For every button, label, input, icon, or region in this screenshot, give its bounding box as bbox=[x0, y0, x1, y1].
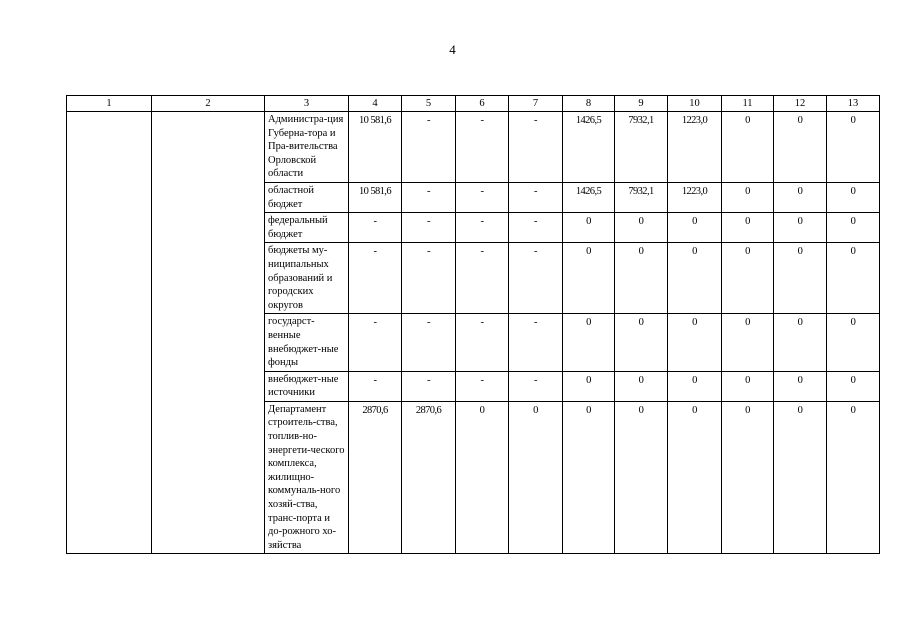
value-cell: 0 bbox=[668, 243, 722, 314]
column-header: 12 bbox=[774, 96, 827, 112]
value-cell: 0 bbox=[563, 213, 615, 243]
table-row bbox=[67, 401, 880, 554]
value-cell: - bbox=[402, 213, 456, 243]
table-row bbox=[67, 314, 880, 371]
value-cell: 0 bbox=[722, 213, 774, 243]
value-cell: 0 bbox=[668, 371, 722, 401]
value-cell: - bbox=[349, 371, 402, 401]
value-cell: 0 bbox=[668, 213, 722, 243]
value-cell: - bbox=[456, 112, 509, 183]
value-cell: 0 bbox=[722, 182, 774, 212]
value-cell: - bbox=[509, 182, 563, 212]
empty-cell bbox=[67, 371, 152, 401]
value-cell: 0 bbox=[827, 213, 880, 243]
value-cell: - bbox=[349, 213, 402, 243]
value-cell: - bbox=[456, 314, 509, 371]
value-cell: - bbox=[402, 112, 456, 183]
value-cell: 0 bbox=[827, 243, 880, 314]
value-cell: 0 bbox=[722, 112, 774, 183]
value-cell: 0 bbox=[615, 213, 668, 243]
value-cell: 1426,5 bbox=[563, 112, 615, 183]
value-cell: 0 bbox=[722, 371, 774, 401]
page-number: 4 bbox=[449, 42, 456, 57]
empty-cell bbox=[67, 243, 152, 314]
value-cell: 0 bbox=[509, 401, 563, 554]
value-cell: 0 bbox=[774, 401, 827, 554]
value-cell: 0 bbox=[827, 112, 880, 183]
value-cell: 1223,0 bbox=[668, 112, 722, 183]
row-label: Департамент строитель-ства, топлив-но-энергети-ческого комплекса, жилищно-коммуналь-ного хозяй-ства, транс-порта и до-рожного хо-зяйства bbox=[265, 401, 349, 554]
value-cell: 0 bbox=[563, 371, 615, 401]
value-cell: 1426,5 bbox=[563, 182, 615, 212]
table-row bbox=[67, 371, 880, 401]
empty-cell bbox=[152, 112, 265, 183]
column-header: 5 bbox=[402, 96, 456, 112]
value-cell: 7932,1 bbox=[615, 112, 668, 183]
empty-cell bbox=[67, 213, 152, 243]
value-cell: 0 bbox=[722, 401, 774, 554]
value-cell: 0 bbox=[615, 314, 668, 371]
value-cell: 0 bbox=[615, 401, 668, 554]
table-row bbox=[67, 243, 880, 314]
value-cell: 10 581,6 bbox=[349, 112, 402, 183]
value-cell: - bbox=[456, 213, 509, 243]
table-row bbox=[67, 182, 880, 212]
empty-cell bbox=[67, 182, 152, 212]
value-cell: 0 bbox=[668, 401, 722, 554]
column-header: 9 bbox=[615, 96, 668, 112]
column-header: 2 bbox=[152, 96, 265, 112]
value-cell: - bbox=[402, 371, 456, 401]
empty-cell bbox=[152, 182, 265, 212]
value-cell: 7932,1 bbox=[615, 182, 668, 212]
value-cell: - bbox=[509, 371, 563, 401]
value-cell: 0 bbox=[774, 213, 827, 243]
value-cell: - bbox=[402, 314, 456, 371]
row-label: внебюджет-ные источники bbox=[265, 371, 349, 401]
value-cell: - bbox=[349, 314, 402, 371]
empty-cell bbox=[67, 112, 152, 183]
value-cell: 0 bbox=[563, 401, 615, 554]
empty-cell bbox=[152, 213, 265, 243]
column-header: 11 bbox=[722, 96, 774, 112]
column-header: 1 bbox=[67, 96, 152, 112]
value-cell: 0 bbox=[615, 371, 668, 401]
row-label: областной бюджет bbox=[265, 182, 349, 212]
value-cell: 0 bbox=[563, 314, 615, 371]
value-cell: 10 581,6 bbox=[349, 182, 402, 212]
value-cell: 0 bbox=[774, 371, 827, 401]
empty-cell bbox=[67, 401, 152, 554]
value-cell: - bbox=[456, 371, 509, 401]
value-cell: 2870,6 bbox=[349, 401, 402, 554]
table-row bbox=[67, 213, 880, 243]
value-cell: 0 bbox=[774, 314, 827, 371]
empty-cell bbox=[152, 243, 265, 314]
empty-cell bbox=[152, 401, 265, 554]
value-cell: - bbox=[349, 243, 402, 314]
row-label: Администра-ция Губерна-тора и Пра-вительства Орловской области bbox=[265, 112, 349, 183]
value-cell: 0 bbox=[827, 182, 880, 212]
value-cell: - bbox=[456, 182, 509, 212]
value-cell: - bbox=[509, 243, 563, 314]
value-cell: 0 bbox=[827, 371, 880, 401]
value-cell: 0 bbox=[563, 243, 615, 314]
value-cell: 0 bbox=[774, 243, 827, 314]
empty-cell bbox=[152, 371, 265, 401]
column-header: 4 bbox=[349, 96, 402, 112]
value-cell: 0 bbox=[774, 182, 827, 212]
value-cell: 0 bbox=[774, 112, 827, 183]
value-cell: 0 bbox=[668, 314, 722, 371]
value-cell: - bbox=[402, 182, 456, 212]
budget-table bbox=[66, 95, 880, 554]
row-label: государст-венные внебюджет-ные фонды bbox=[265, 314, 349, 371]
value-cell: - bbox=[456, 243, 509, 314]
value-cell: 0 bbox=[827, 401, 880, 554]
column-header: 13 bbox=[827, 96, 880, 112]
value-cell: 0 bbox=[827, 314, 880, 371]
header-row bbox=[67, 96, 880, 112]
empty-cell bbox=[67, 314, 152, 371]
value-cell: 2870,6 bbox=[402, 401, 456, 554]
column-header: 3 bbox=[265, 96, 349, 112]
value-cell: 0 bbox=[722, 314, 774, 371]
table-row bbox=[67, 112, 880, 183]
column-header: 6 bbox=[456, 96, 509, 112]
value-cell: 0 bbox=[722, 243, 774, 314]
value-cell: 1223,0 bbox=[668, 182, 722, 212]
value-cell: - bbox=[509, 213, 563, 243]
value-cell: 0 bbox=[615, 243, 668, 314]
row-label: бюджеты му-ниципальных образований и городских округов bbox=[265, 243, 349, 314]
value-cell: 0 bbox=[456, 401, 509, 554]
table-body bbox=[67, 112, 880, 554]
column-header: 7 bbox=[509, 96, 563, 112]
value-cell: - bbox=[402, 243, 456, 314]
column-header: 8 bbox=[563, 96, 615, 112]
column-header: 10 bbox=[668, 96, 722, 112]
value-cell: - bbox=[509, 314, 563, 371]
row-label: федеральный бюджет bbox=[265, 213, 349, 243]
empty-cell bbox=[152, 314, 265, 371]
value-cell: - bbox=[509, 112, 563, 183]
